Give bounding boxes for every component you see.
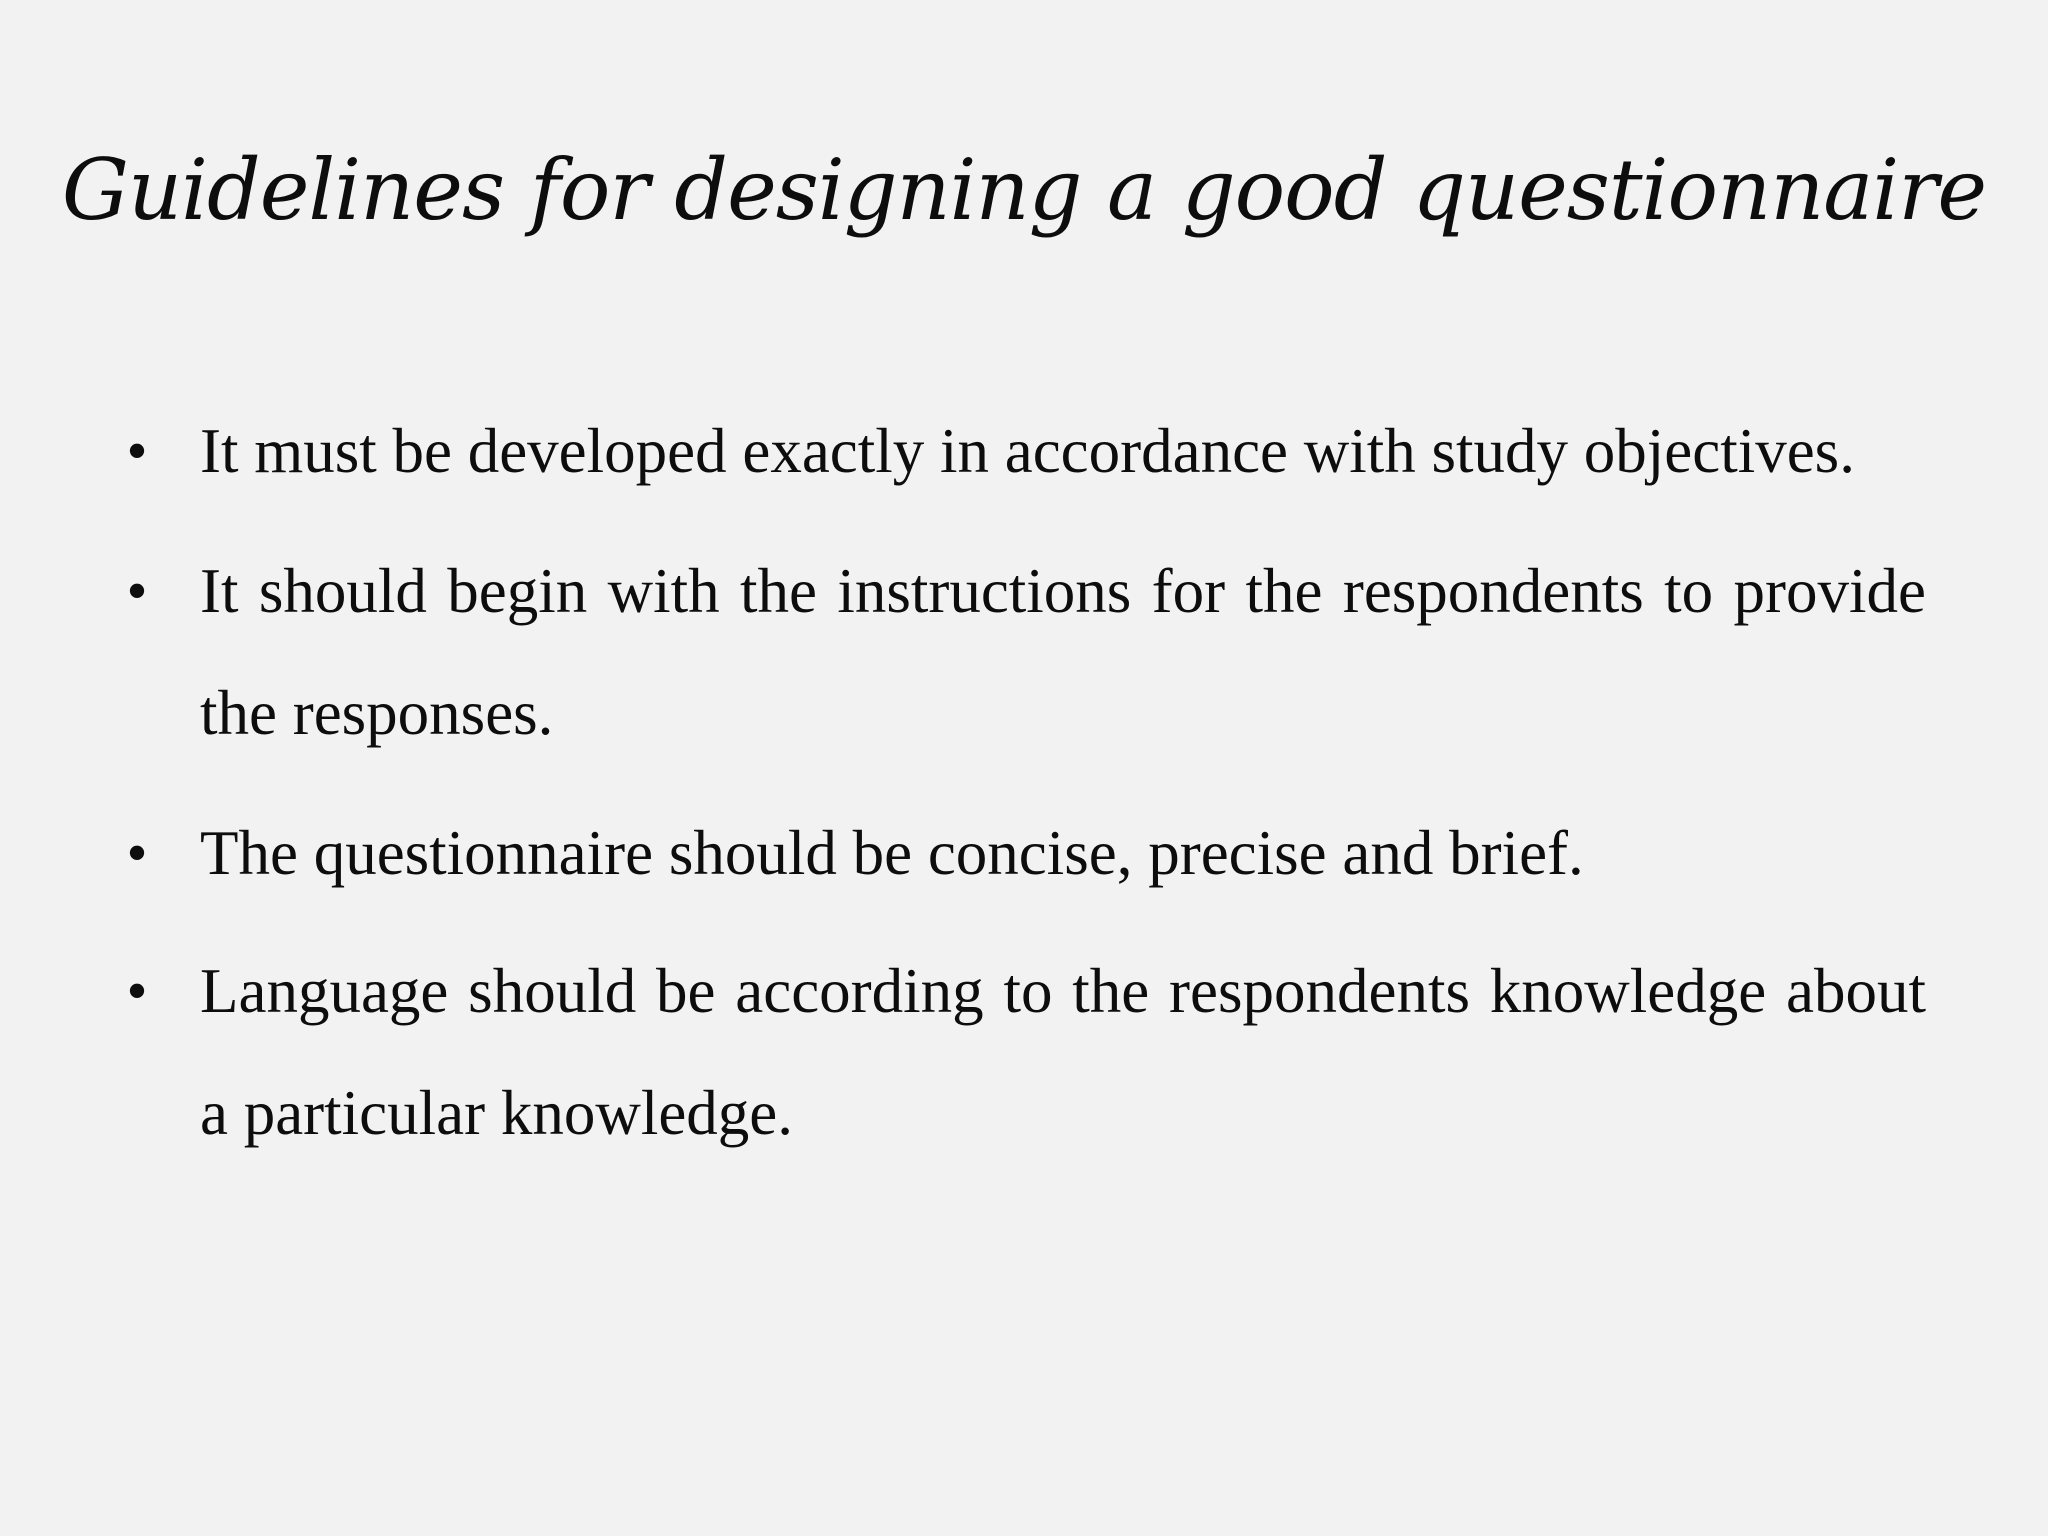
- bullet-text: It should begin with the instructions for the respondents to provide the responses.: [200, 556, 1926, 748]
- bullet-item: [118, 390, 1926, 512]
- bullet-dot-icon: •: [126, 558, 148, 624]
- bullet-text: Language should be according to the respondents knowledge about a particular knowledge.: [200, 956, 1926, 1148]
- bullet-item: [118, 530, 1926, 774]
- bullet-list: [118, 390, 1926, 1192]
- bullet-dot-icon: •: [126, 820, 148, 886]
- bullet-text: It must be developed exactly in accordance with study objectives.: [200, 416, 1855, 486]
- bullet-dot-icon: •: [126, 418, 148, 484]
- slide-title: Guidelines for designing a good questionnaire: [61, 141, 1987, 239]
- bullet-item: [118, 792, 1926, 914]
- bullet-text: The questionnaire should be concise, precise and brief.: [200, 818, 1584, 888]
- bullet-dot-icon: •: [126, 958, 148, 1024]
- bullet-item: [118, 930, 1926, 1174]
